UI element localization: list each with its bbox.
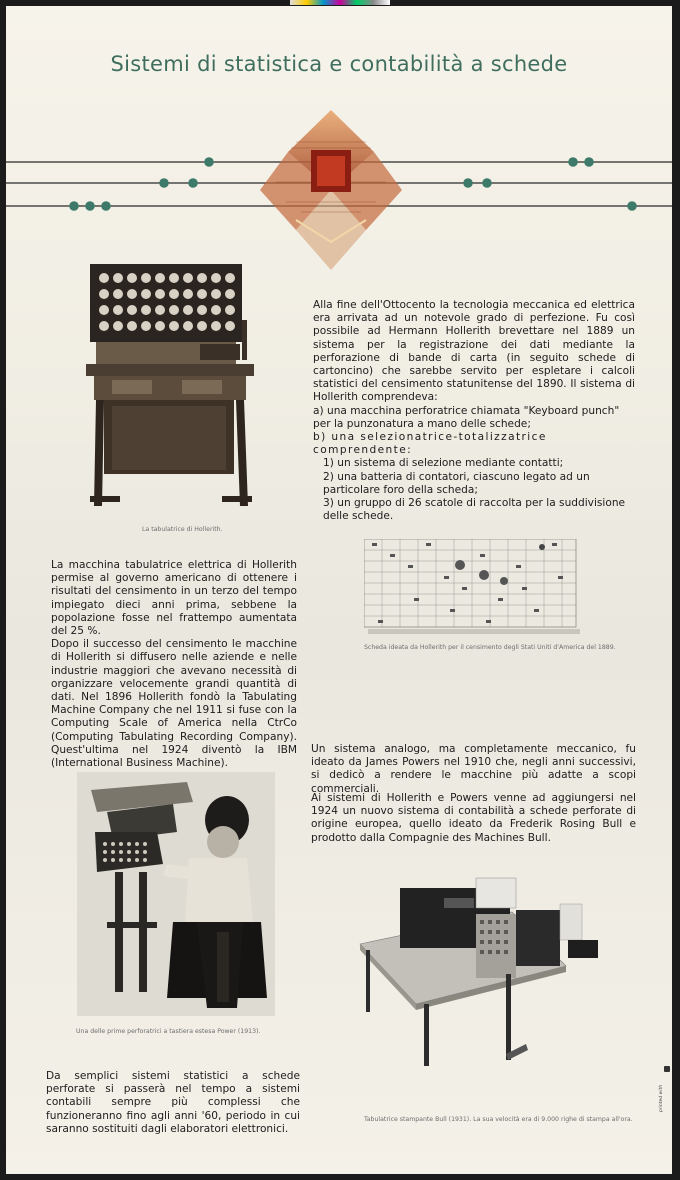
hollerith-tabulator-image <box>82 260 262 512</box>
intro-sub-1: 1) un sistema di selezione mediante contatti; <box>323 457 564 470</box>
bull-tabulator-image <box>356 874 604 1070</box>
punched-card-image <box>364 539 582 635</box>
hollerith-text <box>51 559 297 770</box>
page-title: Sistemi di statistica e contabilità a schede <box>110 52 568 76</box>
intro-item-a: a) una macchina perforatrice chiamata "Keyboard punch" per la punzonatura a mano delle schede; <box>313 404 620 430</box>
intro-text <box>313 299 635 523</box>
caption-bull: Tabulatrice stampante Bull (1931). La sua velocità era di 9.000 righe di stampa all'ora. <box>364 1116 633 1123</box>
intro-item-b: b) una selezionatrice-totalizzatrice comprendente: <box>313 431 547 457</box>
intro-sub-2: 2) una batteria di contatori, ciascuno legato ad un particolare foro della scheda; <box>323 470 590 496</box>
closing-text: Da semplici sistemi statistici a schede perforate si passerà nel tempo a sistemi contabili sempre più complessi che funzioneranno fino agli anni '60, periodo in cui saranno sostituiti dagli elaboratori elettronici. <box>46 1070 300 1135</box>
pinwheel-emblem <box>256 102 406 277</box>
intro-paragraph: Alla fine dell'Ottocento la tecnologia meccanica ed elettrica era arrivata ad un notevole grado di perfezione. Fu così possibile ad Hermann Hollerith brevettare nel 1889 un sistema per la registrazione dei dati mediante la perforazione di bande di carta (in seguito schede di cartoncino) che sarebbe servito per espletare i calcoli statistici del censimento statunitense del 1890. Il sistema di Hollerith comprendeva: <box>313 299 635 404</box>
caption-perforatrice: Una delle prime perforatrici a tastiera estesa Power (1913). <box>76 1028 261 1035</box>
poster <box>6 6 672 1174</box>
hollerith-paragraph-1: La macchina tabulatrice elettrica di Hollerith permise al governo americano di ottenere i risultati del censimento in un terzo del tempo impiegato dieci anni prima, sebbene la popolazione fosse nel frattempo aumentata del 25 %. <box>51 559 297 638</box>
print-color-strip <box>290 0 390 5</box>
powers-perforatrice-image <box>77 772 275 1016</box>
intro-sub-3: 3) un gruppo di 26 scatole di raccolta per la suddivisione delle schede. <box>323 497 626 523</box>
printer-logo-icon <box>664 1066 670 1072</box>
hollerith-paragraph-2: Dopo il successo del censimento le macchine di Hollerith si diffusero nelle aziende e nelle industrie maggiori che avevano necessità di organizzare velocemente grandi quantità di dati. Nel 1896 Hollerith fondò la Tabulating Machine Company che nel 1911 si fuse con la Computing Scale of America nella CtrCo (Computing Tabulating Recording Company). Quest'ultima nel 1924 diventò la IBM (International Business Machine). <box>51 638 297 770</box>
caption-tabulatrice: La tabulatrice di Hollerith. <box>142 526 223 533</box>
caption-scheda: Scheda ideata da Hollerith per il censimento degli Stati Uniti d'America del 1889. <box>364 644 616 651</box>
printer-mark-text: printed with <box>659 1084 665 1113</box>
powers-text: Un sistema analogo, ma completamente meccanico, fu ideato da James Powers nel 1910 che, negli anni successivi, si dedicò a rendere le macchine più adatte a scopi commerciali. <box>311 743 636 795</box>
bull-text: Ai sistemi di Hollerith e Powers venne ad aggiungersi nel 1924 un nuovo sistema di contabilità a schede perforate di origine europea, quello ideato da Frederik Rosing Bull e prodotto dalla Compagnie des Machines Bull. <box>311 792 636 844</box>
printer-mark <box>659 1066 672 1126</box>
